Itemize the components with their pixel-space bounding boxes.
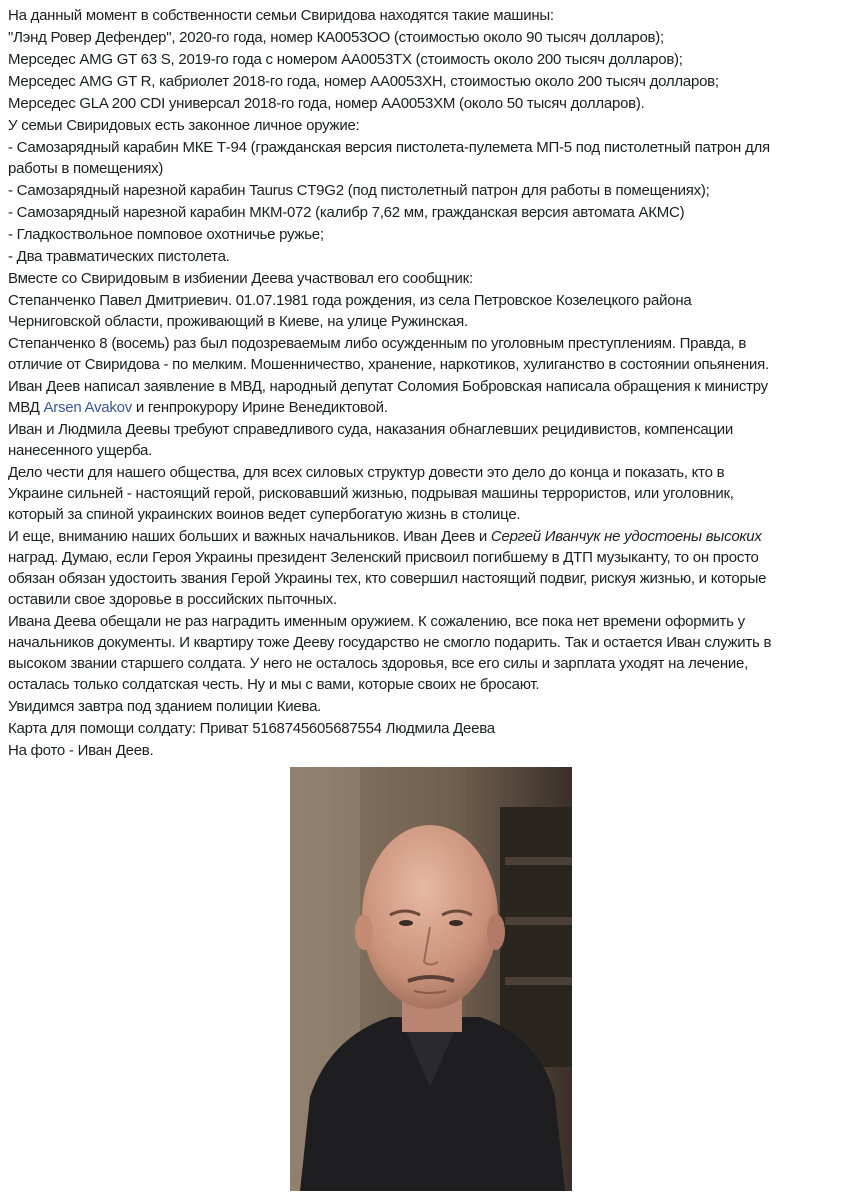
text-line: Иван и Людмила Деевы требуют справедливого суда, наказания обнаглевших рецидивистов, компенсации <box>8 421 734 438</box>
paragraph <box>8 611 858 695</box>
text-line <box>8 526 858 547</box>
text-line: Степанченко 8 (восемь) раз был подозреваемым либо осужденным по уголовным преступлениям. Правда, в <box>8 335 747 352</box>
text-line: Украине сильней - настоящий герой, рисковавший жизнью, подрывая машины террористов, или уголовник, <box>8 485 734 502</box>
text-line: Мерседес GLA 200 CDI универсал 2018-го года, номер АА0053ХМ (около 50 тысяч долларов). <box>8 95 645 112</box>
paragraph <box>8 419 858 461</box>
paragraph <box>8 290 858 332</box>
text-line: нанесенного ущерба. <box>8 442 153 459</box>
paragraph <box>8 740 858 761</box>
text-line: У семьи Свиридовых есть законное личное оружие: <box>8 117 360 134</box>
paragraph <box>8 180 858 201</box>
paragraph <box>8 93 858 114</box>
text-line: - Два травматических пистолета. <box>8 248 230 265</box>
paragraph <box>8 462 858 525</box>
text-line: Иван Деев написал заявление в МВД, народный депутат Соломия Бобровская написала обращения к министру <box>8 378 768 395</box>
paragraph <box>8 71 858 92</box>
post-photo[interactable] <box>290 767 572 1191</box>
text-line: Степанченко Павел Дмитриевич. 01.07.1981 года рождения, из села Петровское Козелецкого района <box>8 292 692 309</box>
text-line: - Самозарядный карабин МКЕ Т-94 (гражданская версия пистолета-пулемета МП-5 под пистолетный патрон для <box>8 139 770 156</box>
text-line: отличие от Свиридова - по мелким. Мошенничество, хранение, наркотиков, хулиганство в состоянии опьянения. <box>8 356 769 373</box>
text-line: Ивана Деева обещали не раз наградить именным оружием. К сожалению, все пока нет времени оформить у <box>8 613 745 630</box>
post-text <box>8 5 858 762</box>
text-line: осталась только солдатская честь. Ну и мы с вами, которые своих не бросают. <box>8 676 540 693</box>
paragraph-mvd-appeal <box>8 376 858 418</box>
paragraph <box>8 268 858 289</box>
text-line: Мерседес AMG GT 63 S, 2019-го года с номером АА0053ТХ (стоимость около 200 тысяч долларов); <box>8 51 683 68</box>
text-line: Мерседес AMG GT R, кабриолет 2018-го года, номер АА0053ХН, стоимостью около 200 тысяч долларов; <box>8 73 719 90</box>
paragraph <box>8 224 858 245</box>
text-line: - Самозарядный нарезной карабин МКМ-072 (калибр 7,62 мм, гражданская версия автомата АКМС) <box>8 204 685 221</box>
text-segment-italic: Сергей Иванчук не удостоены высоких <box>490 528 762 545</box>
paragraph <box>8 718 858 739</box>
paragraph-honors <box>8 526 858 610</box>
text-segment: МВД <box>8 399 44 416</box>
text-line: "Лэнд Ровер Дефендер", 2020-го года, номер КА0053ОО (стоимостью около 90 тысяч долларов); <box>8 29 664 46</box>
profile-link-arsen-avakov[interactable]: Arsen Avakov <box>43 399 132 416</box>
text-line: Вместе со Свиридовым в избиении Деева участвовал его сообщник: <box>8 270 473 287</box>
text-line <box>8 397 858 418</box>
text-line: Черниговской области, проживающий в Киеве, на улице Ружинская. <box>8 313 468 330</box>
photo-ivan-deev <box>290 767 572 1191</box>
paragraph <box>8 696 858 717</box>
text-line: - Гладкоствольное помповое охотничье ружье; <box>8 226 324 243</box>
text-line: Дело чести для нашего общества, для всех силовых структур довести это дело до конца и показать, кто в <box>8 464 725 481</box>
text-line: На фото - Иван Деев. <box>8 742 154 759</box>
paragraph <box>8 27 858 48</box>
paragraph <box>8 115 858 136</box>
paragraph <box>8 5 858 26</box>
paragraph <box>8 333 858 375</box>
text-line: - Самозарядный нарезной карабин Taurus CT9G2 (под пистолетный патрон для работы в помещениях); <box>8 182 710 199</box>
text-line: Увидимся завтра под зданием полиции Киева. <box>8 698 322 715</box>
paragraph <box>8 49 858 70</box>
text-segment: И еще, вниманию наших больших и важных начальников. Иван Деев и <box>8 528 491 545</box>
text-line: Карта для помощи солдату: Приват 5168745605687554 Людмила Деева <box>8 720 495 737</box>
text-line: который за спиной украинских воинов ведет супербогатую жизнь в столице. <box>8 506 521 523</box>
text-line: начальников документы. И квартиру тоже Дееву государство не смогло подарить. Так и остается Иван служить в <box>8 634 772 651</box>
text-line: высоком звании старшего солдата. У него не осталось здоровья, все его силы и зарплата уходят на лечение, <box>8 655 749 672</box>
text-segment: и генпрокурору Ирине Венедиктовой. <box>131 399 388 416</box>
paragraph <box>8 137 858 179</box>
text-line: На данный момент в собственности семьи Свиридова находятся такие машины: <box>8 7 554 24</box>
text-line: наград. Думаю, если Героя Украины президент Зеленский присвоил погибшему в ДТП музыканту, то он просто <box>8 549 759 566</box>
text-line: обязан обязан удостоить звания Герой Украины тех, кто совершил настоящий подвиг, рискуя жизнью, и которые <box>8 570 767 587</box>
text-line: оставили свое здоровье в российских пыточных. <box>8 591 337 608</box>
paragraph <box>8 202 858 223</box>
paragraph <box>8 246 858 267</box>
text-line: работы в помещениях) <box>8 160 164 177</box>
